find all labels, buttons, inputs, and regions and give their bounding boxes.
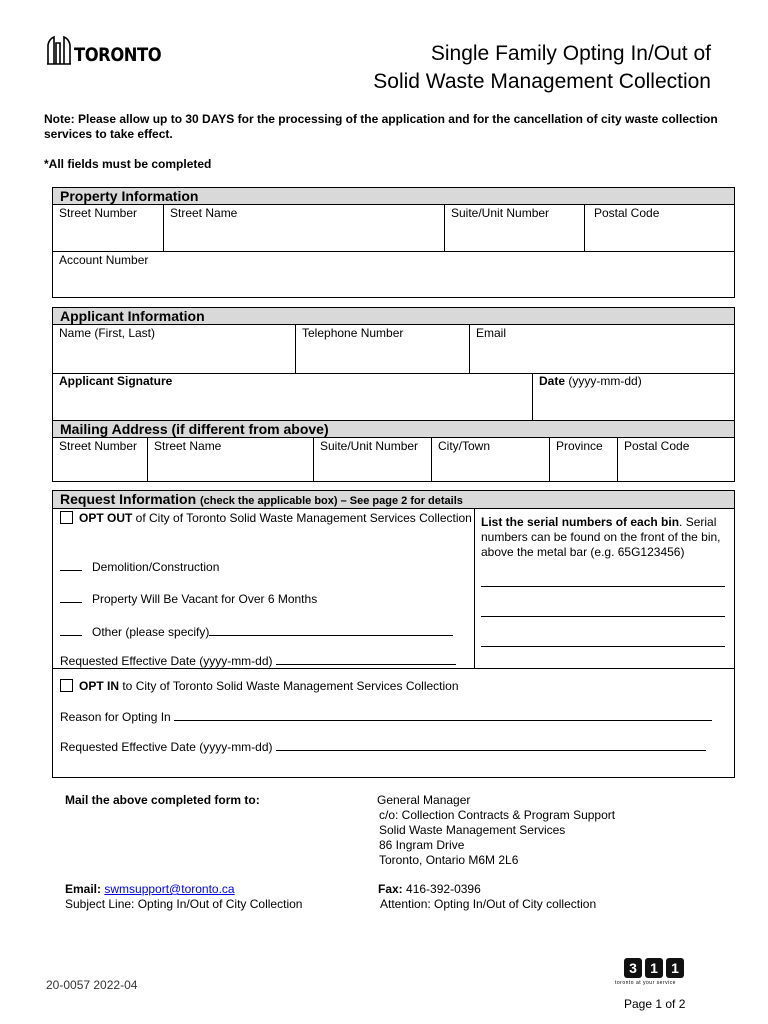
email-label: Email <box>476 326 507 340</box>
street-name-label: Street Name <box>170 206 238 220</box>
email-contact <box>65 882 302 912</box>
mailing-city-label: City/Town <box>438 439 491 453</box>
serial-label: List the serial numbers of each bin <box>481 515 680 529</box>
account-number-field[interactable] <box>53 252 735 298</box>
email-contact-label: Email: <box>65 882 102 896</box>
telephone-label: Telephone Number <box>302 326 404 340</box>
other-label: Other (please specify) <box>92 625 210 639</box>
effective-date-in-label: Requested Effective Date (yyyy-mm-dd) <box>60 740 273 754</box>
effective-date-out <box>53 653 456 669</box>
request-heading <box>53 491 734 509</box>
opt-out-label: OPT OUT <box>79 511 133 525</box>
serial-text: . Serial numbers can be found on the front of the bin, above the metal bar (e.g. 65G123456) <box>481 515 721 559</box>
serial-instructions <box>475 514 733 560</box>
other-specify-line[interactable] <box>209 625 453 636</box>
mailing-suite-unit-label: Suite/Unit Number <box>320 439 419 453</box>
fax-number: 416-392-0396 <box>406 882 481 896</box>
applicant-section <box>52 307 735 482</box>
mail-address <box>377 793 615 868</box>
address-line: c/o: Collection Contracts & Program Support <box>379 808 616 822</box>
name-label: Name (First, Last) <box>59 326 156 340</box>
date-field[interactable] <box>533 374 735 420</box>
email-link[interactable]: swmsupport@toronto.ca <box>104 882 235 896</box>
reason-opting-in <box>53 709 712 725</box>
mailing-street-name-label: Street Name <box>154 439 222 453</box>
mailing-postal-code-label: Postal Code <box>624 439 690 453</box>
mailing-city-field[interactable] <box>432 438 549 482</box>
effective-date-in-line[interactable] <box>276 740 706 751</box>
suite-unit-field[interactable] <box>445 205 584 251</box>
required-note: *All fields must be completed <box>44 157 212 171</box>
badge-digit: 1 <box>666 958 684 978</box>
date-format: (yyyy-mm-dd) <box>568 374 642 388</box>
email-subject: Subject Line: Opting In/Out of City Collection <box>65 897 303 911</box>
page-title <box>373 40 711 96</box>
email-field[interactable] <box>470 325 735 373</box>
telephone-field[interactable] <box>296 325 469 373</box>
mailing-postal-code-field[interactable] <box>618 438 735 482</box>
vacant-label: Property Will Be Vacant for Over 6 Months <box>92 592 318 606</box>
serial-line-2[interactable] <box>481 616 725 617</box>
vacant-blank[interactable] <box>60 593 82 603</box>
applicant-heading: Applicant Information <box>53 308 734 325</box>
request-section <box>52 490 735 778</box>
opt-in-text: to City of Toronto Solid Waste Management Services Collection <box>119 679 459 693</box>
badge-tagline: toronto at your service <box>615 980 676 986</box>
311-logo <box>615 958 684 986</box>
address-line: Toronto, Ontario M6M 2L6 <box>379 853 519 867</box>
postal-code-field[interactable] <box>585 205 735 251</box>
form-code: 20-0057 2022-04 <box>46 978 138 992</box>
reason-vacant[interactable] <box>53 591 317 607</box>
mailing-street-number-field[interactable] <box>53 438 147 482</box>
date-label: Date <box>539 374 566 388</box>
effective-date-out-line[interactable] <box>276 654 456 665</box>
request-heading-title: Request Information <box>60 491 197 507</box>
badge-digit: 3 <box>624 958 642 978</box>
mailing-street-name-field[interactable] <box>148 438 313 482</box>
opt-in-option <box>53 678 733 694</box>
processing-note: Note: Please allow up to 30 DAYS for the processing of the application and for the cancellation of city waste collection services to take effect. <box>44 112 718 141</box>
street-number-label: Street Number <box>59 206 138 220</box>
mailing-province-field[interactable] <box>550 438 617 482</box>
effective-date-out-label: Requested Effective Date (yyyy-mm-dd) <box>60 654 273 668</box>
mailing-suite-unit-field[interactable] <box>314 438 431 482</box>
opt-out-text: of City of Toronto Solid Waste Management Services Collection <box>132 511 472 525</box>
name-field[interactable] <box>53 325 295 373</box>
311-badge <box>624 958 684 978</box>
mailing-province-label: Province <box>556 439 603 453</box>
mail-instruction: Mail the above completed form to: <box>65 793 260 807</box>
opt-in-label: OPT IN <box>79 679 120 693</box>
fax-attention: Attention: Opting In/Out of City collection <box>380 897 597 911</box>
account-number-label: Account Number <box>59 253 149 267</box>
opt-out-checkbox[interactable] <box>60 511 73 524</box>
opt-in-checkbox[interactable] <box>60 679 73 692</box>
reason-other[interactable] <box>53 624 453 640</box>
postal-code-label: Postal Code <box>594 206 660 220</box>
other-blank[interactable] <box>60 626 82 636</box>
address-line: Solid Waste Management Services <box>379 823 566 837</box>
toronto-logo <box>47 33 175 65</box>
logo-text: TORONTO <box>74 44 162 66</box>
street-name-field[interactable] <box>164 205 444 251</box>
reason-opting-in-line[interactable] <box>174 710 712 721</box>
title-line-1: Single Family Opting In/Out of <box>430 42 711 65</box>
property-heading: Property Information <box>53 188 734 205</box>
property-section <box>52 187 735 298</box>
demolition-label: Demolition/Construction <box>92 560 220 574</box>
address-line: General Manager <box>377 793 471 807</box>
reason-opting-in-label: Reason for Opting In <box>60 710 171 724</box>
serial-line-3[interactable] <box>481 646 725 647</box>
title-line-2: Solid Waste Management Collection <box>373 70 711 93</box>
street-number-field[interactable] <box>53 205 163 251</box>
badge-digit: 1 <box>645 958 663 978</box>
city-hall-icon <box>47 35 71 65</box>
serial-line-1[interactable] <box>481 586 725 587</box>
page-number: Page 1 of 2 <box>624 997 686 1011</box>
address-line: 86 Ingram Drive <box>379 838 465 852</box>
request-heading-note: (check the applicable box) – See page 2 for details <box>200 495 463 507</box>
reason-demolition[interactable] <box>53 559 219 575</box>
suite-unit-label: Suite/Unit Number <box>451 206 550 220</box>
fax-label: Fax: <box>378 882 403 896</box>
mailing-heading: Mailing Address (if different from above) <box>53 420 734 438</box>
demolition-blank[interactable] <box>60 561 82 571</box>
effective-date-in <box>53 739 706 755</box>
signature-label: Applicant Signature <box>59 374 173 388</box>
signature-field[interactable] <box>53 374 532 420</box>
mailing-street-number-label: Street Number <box>59 439 138 453</box>
fax-contact <box>378 882 596 912</box>
opt-out-option <box>53 510 473 526</box>
